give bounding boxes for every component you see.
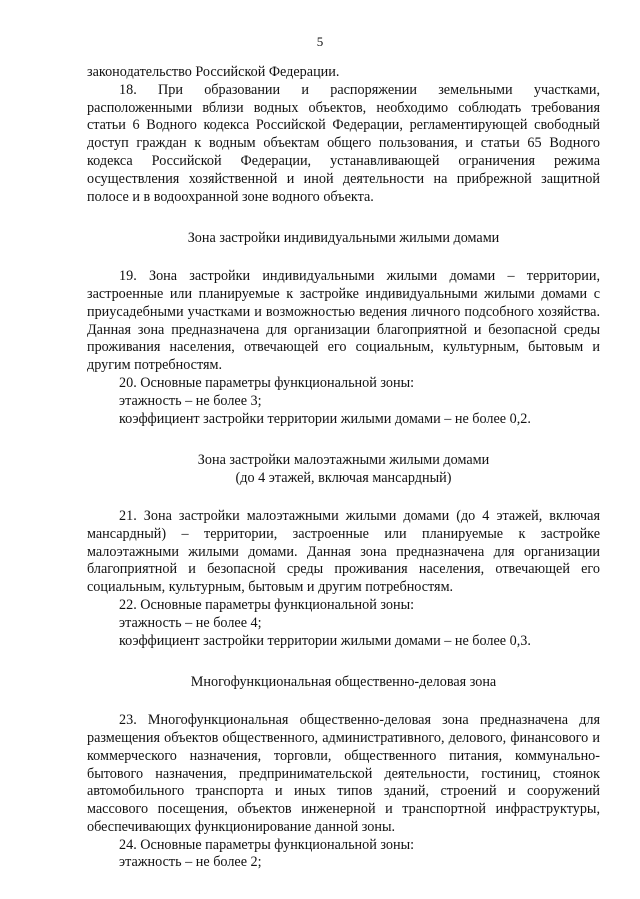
paragraph-22: 22. Основные параметры функциональной зоны: xyxy=(119,596,415,613)
document-body xyxy=(87,64,600,872)
paragraph-17-tail: законодательство Российской Федерации. xyxy=(87,64,340,80)
page-number: 5 xyxy=(316,34,324,49)
paragraph-20-floors: этажность – не более 3; xyxy=(119,392,262,409)
paragraph-21: 21. Зона застройки малоэтажными жилыми домами (до 4 этажей, включая мансардный) – территории, застроенные или планируемые к застройке малоэтажными жилыми домами. Данная зона предназначена для организации благоприятной и безопасной среды проживания населения, отвечающей его социальным, культурным, бытовым и другим потребностям. xyxy=(87,507,600,596)
paragraph-19: 19. Зона застройки индивидуальными жилыми домами – территории, застроенные или планируемые к застройке индивидуальными жилыми домами с приусадебными участками и возможностью ведения личного подсобного хозяйства. Данная зона предназначена для организации благоприятной и безопасной среды проживания населения, отвечающей его социальным, культурным, бытовым и другим потребностям. xyxy=(87,268,600,374)
paragraph-22-coefficient: коэффициент застройки территории жилыми домами – не более 0,3. xyxy=(119,632,531,649)
paragraph-18: 18. При образовании и распоряжении земельными участками, расположенными вблизи водных объектов, необходимо соблюдать требования статьи 6 Водного кодекса Российской Федерации, регламентирующей свободный доступ граждан к водным объектам общего пользования, и статьи 65 Водного кодекса Российской Федерации, устанавливающей ограничения режима осуществления хозяйственной и иной деятельности на прибрежной защитной полосе и в водоохранной зоне водного объекта. xyxy=(87,81,600,205)
section-heading-public-business: Многофункциональная общественно-деловая зона xyxy=(190,674,497,691)
paragraph-22-floors: этажность – не более 4; xyxy=(119,614,262,631)
paragraph-20: 20. Основные параметры функциональной зоны: xyxy=(119,374,415,391)
paragraph-20-coefficient: коэффициент застройки территории жилыми домами – не более 0,2. xyxy=(119,410,531,427)
section-heading-lowrise-housing-sub: (до 4 этажей, включая мансардный) xyxy=(235,470,452,487)
section-heading-lowrise-housing: Зона застройки малоэтажными жилыми домами xyxy=(197,452,490,469)
paragraph-24-floors: этажность – не более 2; xyxy=(119,854,262,871)
paragraph-24: 24. Основные параметры функциональной зоны: xyxy=(119,836,415,853)
paragraph-23: 23. Многофункциональная общественно-деловая зона предназначена для размещения объектов общественного, административного, делового, финансового и коммерческого назначения, торговли, общественного питания, коммунально-бытового назначения, предпринимательской деятельности, гостиниц, стоянок автомобильного транспорта и иных типов зданий, строений и сооружений массового посещения, объектов инженерной и транспортной инфраструктуры, обеспечивающих функционирование данной зоны. xyxy=(87,712,600,835)
section-heading-individual-housing: Зона застройки индивидуальными жилыми домами xyxy=(187,230,500,247)
